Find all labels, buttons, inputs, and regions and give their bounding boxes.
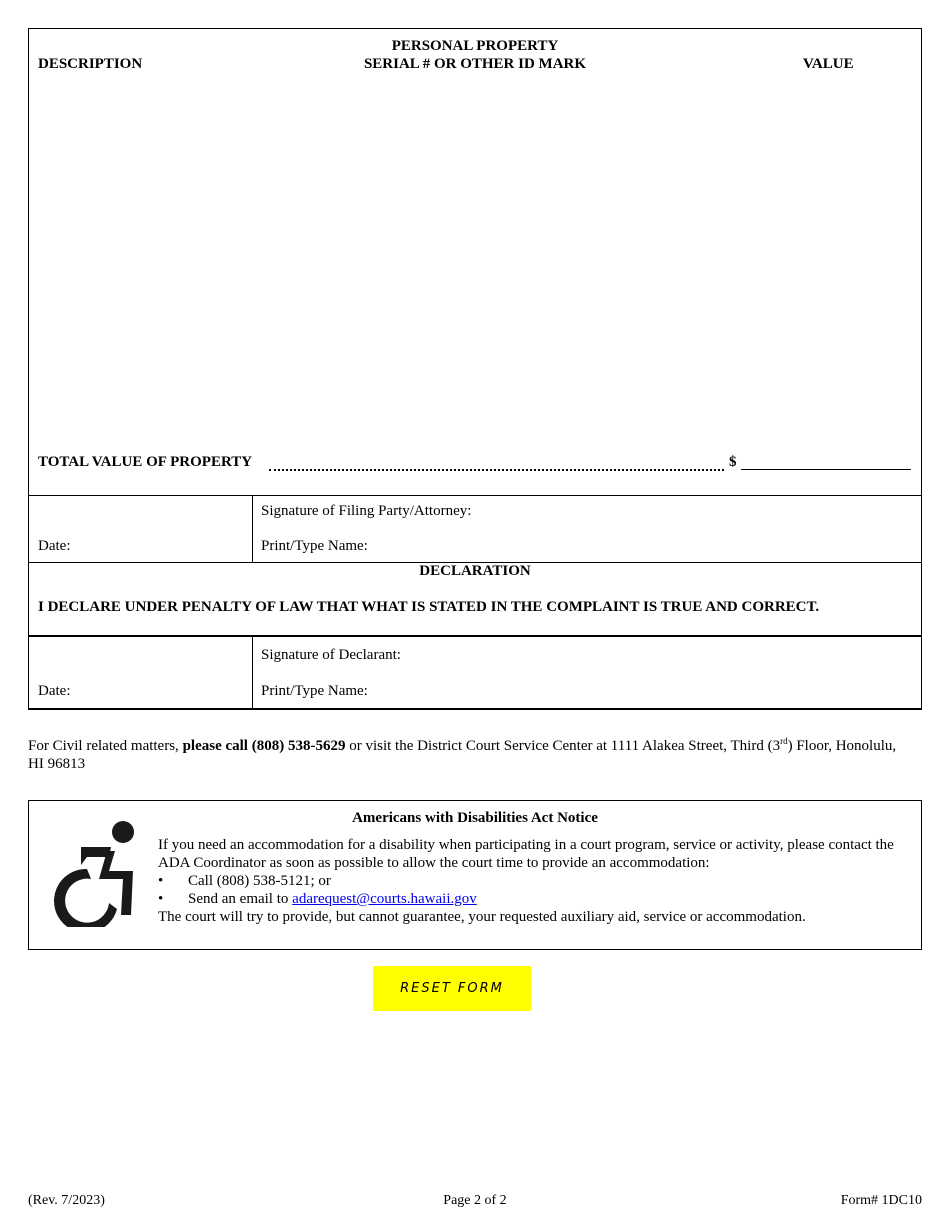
description-column-header: DESCRIPTION <box>38 56 143 72</box>
ada-bullet-email <box>158 890 908 908</box>
bullet-icon: • <box>158 873 164 889</box>
serial-column-header: SERIAL # OR OTHER ID MARK <box>363 56 587 72</box>
civil-address: or visit the District Court Service Center at 1111 Alakea Street, Third (3 <box>345 738 781 754</box>
civil-matters-notice <box>28 737 908 773</box>
declaration-text: I DECLARE UNDER PENALTY OF LAW THAT WHAT IS STATED IN THE COMPLAINT IS TRUE AND CORRECT. <box>38 599 820 615</box>
reset-form-button[interactable]: RESET FORM <box>373 966 531 1011</box>
property-title: PERSONAL PROPERTY <box>391 38 559 54</box>
ada-email-link[interactable]: adarequest@courts.hawaii.gov <box>292 891 477 907</box>
ada-email-prefix: Send an email to <box>188 891 293 907</box>
declarant-signature-label: Signature of Declarant: <box>261 647 401 663</box>
ada-closing: The court will try to provide, but cannot guarantee, your requested auxiliary aid, service or accommodation. <box>158 909 806 925</box>
total-value-field[interactable] <box>741 469 911 470</box>
bullet-icon: • <box>158 891 164 907</box>
ada-body <box>158 836 908 926</box>
print-name-label: Print/Type Name: <box>261 538 368 554</box>
form-number: Form# 1DC10 <box>840 1193 922 1208</box>
ada-intro: If you need an accommodation for a disability when participating in a court program, service or activity, please contact the ADA Coordinator as soon as possible to allow the court time to provide an accommodation: <box>158 837 894 871</box>
declaration-section <box>28 562 922 636</box>
value-column-header: VALUE <box>803 56 854 72</box>
accessibility-wheelchair-icon <box>51 817 141 927</box>
ada-bullet-call <box>158 872 908 890</box>
personal-property-table <box>28 28 922 496</box>
total-value-label: TOTAL VALUE OF PROPERTY <box>38 454 253 470</box>
ada-notice-box <box>28 800 922 950</box>
column-divider <box>252 495 253 562</box>
total-currency-symbol: $ <box>729 454 737 470</box>
ada-call-text: Call (808) 538-5121; or <box>188 873 331 889</box>
civil-intro: For Civil related matters, <box>28 738 183 754</box>
date-label: Date: <box>38 683 71 699</box>
declarant-signature-row <box>28 635 922 710</box>
print-name-label: Print/Type Name: <box>261 683 368 699</box>
date-label: Date: <box>38 538 71 554</box>
civil-address-end: ) Floor, Honolulu, HI 96813 <box>28 738 897 772</box>
column-divider <box>252 637 253 708</box>
ada-title: Americans with Disabilities Act Notice <box>352 810 598 826</box>
leader-dots <box>269 459 724 471</box>
page-number: Page 2 of 2 <box>443 1193 507 1208</box>
ordinal-suffix: rd <box>780 736 788 746</box>
civil-phone: please call (808) 538-5629 <box>182 738 346 754</box>
filing-party-signature-row <box>28 495 922 563</box>
filing-party-signature-label: Signature of Filing Party/Attorney: <box>261 503 472 519</box>
revision-date: (Rev. 7/2023) <box>28 1193 105 1208</box>
declaration-title: DECLARATION <box>419 563 531 579</box>
